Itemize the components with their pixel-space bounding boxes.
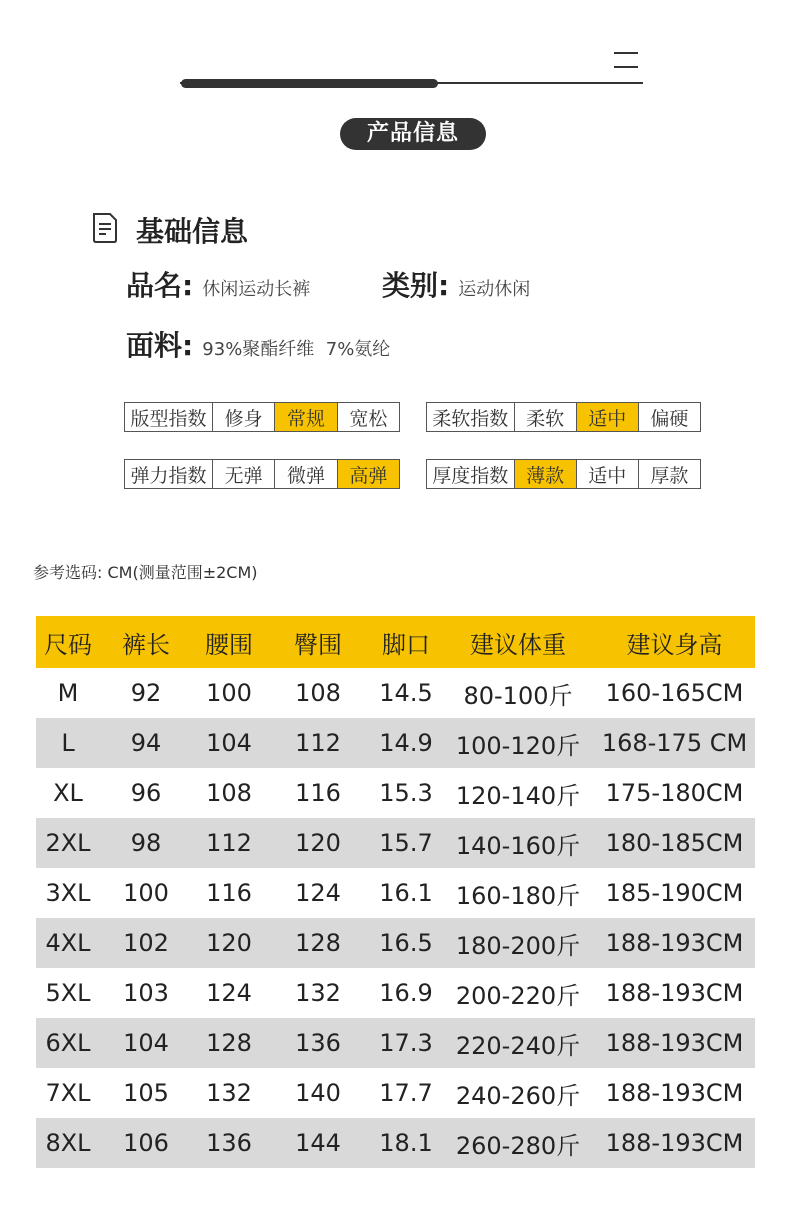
index-label: 弹力指数 [125, 460, 213, 489]
table-cell: 8XL [36, 1118, 100, 1168]
table-cell: 140 [295, 1079, 341, 1107]
column-header: 腰围 [192, 616, 266, 668]
table-cell: 160-165CM [605, 679, 744, 707]
table-cell: 112 [266, 718, 370, 768]
basic-info-title: 基础信息 [136, 215, 249, 248]
index-label: 版型指数 [125, 403, 213, 432]
table-cell: 188-193CM [594, 1018, 755, 1068]
table-cell: 180-200斤 [442, 918, 594, 968]
table-cell: 106 [100, 1118, 192, 1168]
table-cell: XL [53, 779, 83, 807]
table-cell: 188-193CM [605, 1079, 744, 1107]
table-cell: 100 [206, 679, 252, 707]
index-elasticity [124, 459, 400, 489]
table-cell: 108 [206, 779, 252, 807]
table-cell: 128 [266, 918, 370, 968]
column-header: 建议身高 [594, 616, 755, 668]
table-cell: 124 [206, 979, 252, 1007]
index-option-selected: 薄款 [514, 460, 576, 489]
product-name-value: 休闲运动长裤 [202, 279, 311, 300]
column-header: 建议体重 [442, 616, 594, 668]
table-row [36, 1068, 755, 1118]
index-fit [124, 402, 400, 432]
table-row [36, 768, 755, 818]
table-cell: 144 [266, 1118, 370, 1168]
table-row [36, 868, 755, 918]
table-cell: 168-175 CM [594, 718, 755, 768]
table-cell: 120 [192, 918, 266, 968]
table-cell: 220-240斤 [442, 1018, 594, 1068]
table-cell: 124 [295, 879, 341, 907]
table-cell: 98 [100, 818, 192, 868]
table-cell: 120-140斤 [455, 781, 581, 810]
table-cell: 105 [123, 1079, 169, 1107]
table-cell: 188-193CM [594, 918, 755, 968]
section-pill-title: 产品信息 [340, 118, 486, 150]
table-cell: 100-120斤 [442, 718, 594, 768]
table-row [36, 718, 755, 768]
table-cell: 14.9 [370, 718, 442, 768]
table-cell: 116 [295, 779, 341, 807]
table-cell: 17.7 [379, 1079, 433, 1107]
table-cell: 132 [206, 1079, 252, 1107]
column-header: 尺码 [36, 616, 100, 668]
category-label: 类别: [382, 269, 450, 302]
size-reference-note: 参考选码: CM(测量范围±2CM) [33, 563, 258, 582]
table-cell: 260-280斤 [442, 1118, 594, 1168]
table-cell: 103 [123, 979, 169, 1007]
category-value: 运动休闲 [458, 279, 531, 300]
index-option: 偏硬 [638, 403, 700, 432]
fabric-value: 93%聚酯纤维 7%氨纶 [202, 339, 391, 360]
index-thickness [426, 459, 701, 489]
table-cell: 17.3 [370, 1018, 442, 1068]
product-name-row [126, 264, 310, 304]
table-cell: 15.7 [370, 818, 442, 868]
table-cell: 92 [130, 679, 162, 707]
table-cell: 240-260斤 [455, 1081, 581, 1110]
document-icon [92, 212, 118, 244]
table-row [36, 918, 755, 968]
index-label: 柔软指数 [427, 403, 515, 432]
table-cell: 200-220斤 [455, 981, 581, 1010]
table-cell: 136 [192, 1118, 266, 1168]
fabric-row [126, 324, 390, 364]
table-cell: 120 [266, 818, 370, 868]
table-cell: 188-193CM [605, 979, 744, 1007]
index-option-selected: 适中 [576, 403, 638, 432]
table-cell: 175-180CM [605, 779, 744, 807]
index-option: 宽松 [337, 403, 399, 432]
table-cell: 128 [192, 1018, 266, 1068]
table-cell: 80-100斤 [463, 681, 573, 710]
index-option: 柔软 [514, 403, 576, 432]
table-row [36, 818, 755, 868]
table-cell: 102 [100, 918, 192, 968]
table-cell: 136 [266, 1018, 370, 1068]
table-cell: 188-193CM [594, 1118, 755, 1168]
index-option-selected: 常规 [275, 403, 337, 432]
table-row [36, 1018, 755, 1068]
fabric-label: 面料: [126, 329, 194, 362]
table-cell: 185-190CM [605, 879, 744, 907]
product-name-label: 品名: [126, 269, 194, 302]
menu-icon[interactable] [614, 52, 638, 68]
index-option: 无弹 [212, 460, 274, 489]
index-softness [426, 402, 701, 432]
table-cell: M [57, 679, 79, 707]
table-cell: 16.5 [370, 918, 442, 968]
index-option: 适中 [576, 460, 638, 489]
table-cell: 4XL [36, 918, 100, 968]
table-cell: 160-180斤 [455, 881, 581, 910]
table-cell: 7XL [45, 1079, 91, 1107]
table-cell: 18.1 [370, 1118, 442, 1168]
table-cell: 96 [130, 779, 162, 807]
table-cell: 16.1 [379, 879, 433, 907]
table-cell: 2XL [36, 818, 100, 868]
table-cell: 94 [100, 718, 192, 768]
column-header: 臀围 [266, 616, 370, 668]
table-cell: 108 [295, 679, 341, 707]
header-divider-accent [181, 79, 438, 88]
index-label: 厚度指数 [427, 460, 515, 489]
table-cell: 180-185CM [594, 818, 755, 868]
table-cell: 3XL [45, 879, 91, 907]
index-option: 厚款 [638, 460, 700, 489]
table-cell: 132 [295, 979, 341, 1007]
table-cell: 5XL [45, 979, 91, 1007]
table-cell: L [36, 718, 100, 768]
table-row [36, 968, 755, 1018]
table-cell: 14.5 [379, 679, 433, 707]
table-cell: 6XL [36, 1018, 100, 1068]
table-cell: 104 [192, 718, 266, 768]
column-header: 裤长 [100, 616, 192, 668]
size-chart-table [36, 616, 755, 1168]
category-row [382, 264, 530, 304]
index-option: 修身 [212, 403, 274, 432]
table-cell: 16.9 [379, 979, 433, 1007]
table-cell: 112 [192, 818, 266, 868]
table-cell: 140-160斤 [442, 818, 594, 868]
column-header: 脚口 [370, 616, 442, 668]
table-row [36, 668, 755, 718]
table-cell: 15.3 [379, 779, 433, 807]
table-row [36, 1118, 755, 1168]
table-cell: 104 [100, 1018, 192, 1068]
index-option-selected: 高弹 [337, 460, 399, 489]
size-table-header-row [36, 616, 755, 668]
table-cell: 116 [206, 879, 252, 907]
index-option: 微弹 [275, 460, 337, 489]
table-cell: 100 [123, 879, 169, 907]
